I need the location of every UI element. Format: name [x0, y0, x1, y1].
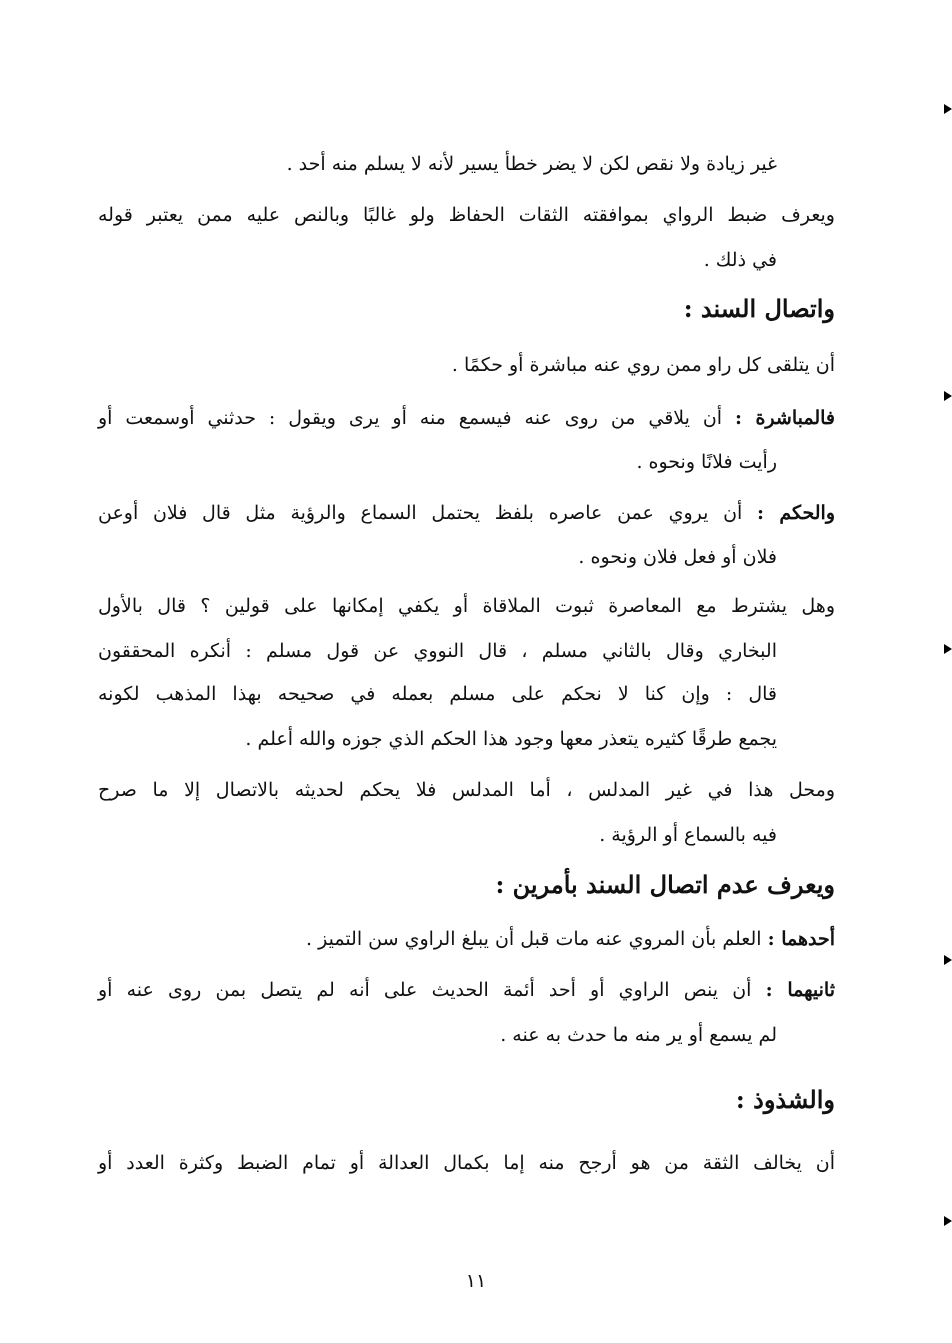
term-text: العلم بأن المروي عنه مات قبل أن يبلغ الراوي سن التميز .	[306, 928, 768, 950]
page-number: ١١	[465, 1270, 487, 1292]
margin-mark	[944, 644, 952, 654]
term-label: والحكم :	[757, 502, 835, 524]
text-line: ويعرف ضبط الرواي بموافقته الثقات الحفاظ ولو غالبًا وبالنص عليه ممن يعتبر قوله	[98, 204, 835, 226]
section-heading-adam-ittisal: ويعرف عدم اتصال السند بأمرين :	[495, 870, 835, 899]
text-line: البخاري وقال بالثاني مسلم ، قال النووي عن قول مسلم : أنكره المحققون	[98, 640, 777, 662]
term-label: أحدهما :	[767, 928, 835, 950]
text-line: رأيت فلانًا ونحوه .	[636, 451, 777, 473]
margin-mark	[944, 1216, 952, 1226]
term-label: فالمباشرة :	[734, 407, 835, 429]
term-label: ثانيهما :	[765, 979, 835, 1001]
text-line: أن يتلقى كل راو ممن روي عنه مباشرة أو حكمًا .	[451, 354, 835, 376]
text-line: فيه بالسماع أو الرؤية .	[599, 824, 777, 846]
text-line: ومحل هذا في غير المدلس ، أما المدلس فلا يحكم لحديثه بالاتصال إلا ما صرح	[98, 779, 835, 801]
text-line: فلان أو فعل فلان ونحوه .	[578, 546, 777, 568]
margin-mark	[944, 104, 952, 114]
text-line: يجمع طرقًا كثيره يتعذر معها وجود هذا الحكم الذي جوزه والله أعلم .	[245, 728, 777, 750]
section-heading-ittisal: واتصال السند :	[683, 294, 835, 323]
text-line: لم يسمع أو ير منه ما حدث به عنه .	[500, 1024, 777, 1046]
definition-line	[306, 924, 835, 954]
definition-line	[98, 498, 835, 528]
text-line: وهل يشترط مع المعاصرة ثبوت الملاقاة أو يكفي إمكانها على قولين ؟ قال بالأول	[98, 595, 835, 617]
text-line: أن يخالف الثقة من هو أرجح منه إما بكمال العدالة أو تمام الضبط وكثرة العدد أو	[98, 1152, 835, 1174]
section-heading-shudhudh: والشذوذ :	[735, 1085, 835, 1114]
definition-line	[98, 403, 835, 433]
text-line: قال : وإن كنا لا نحكم على مسلم بعمله في صحيحه بهذا المذهب لكونه	[98, 683, 777, 705]
margin-mark	[944, 391, 952, 401]
term-text: أن يلاقي من روى عنه فيسمع منه أو يرى ويقول : حدثني أوسمعت أو	[98, 407, 735, 429]
term-text: أن ينص الراوي أو أحد أئمة الحديث على أنه لم يتصل بمن روى عنه أو	[98, 979, 766, 1001]
definition-line	[98, 975, 835, 1005]
margin-mark	[944, 955, 952, 965]
term-text: أن يروي عمن عاصره بلفظ يحتمل السماع والرؤية مثل قال فلان أوعن	[98, 502, 758, 524]
text-line: غير زيادة ولا نقص لكن لا يضر خطأ يسير لأنه لا يسلم منه أحد .	[286, 153, 777, 175]
text-line: في ذلك .	[703, 249, 777, 271]
